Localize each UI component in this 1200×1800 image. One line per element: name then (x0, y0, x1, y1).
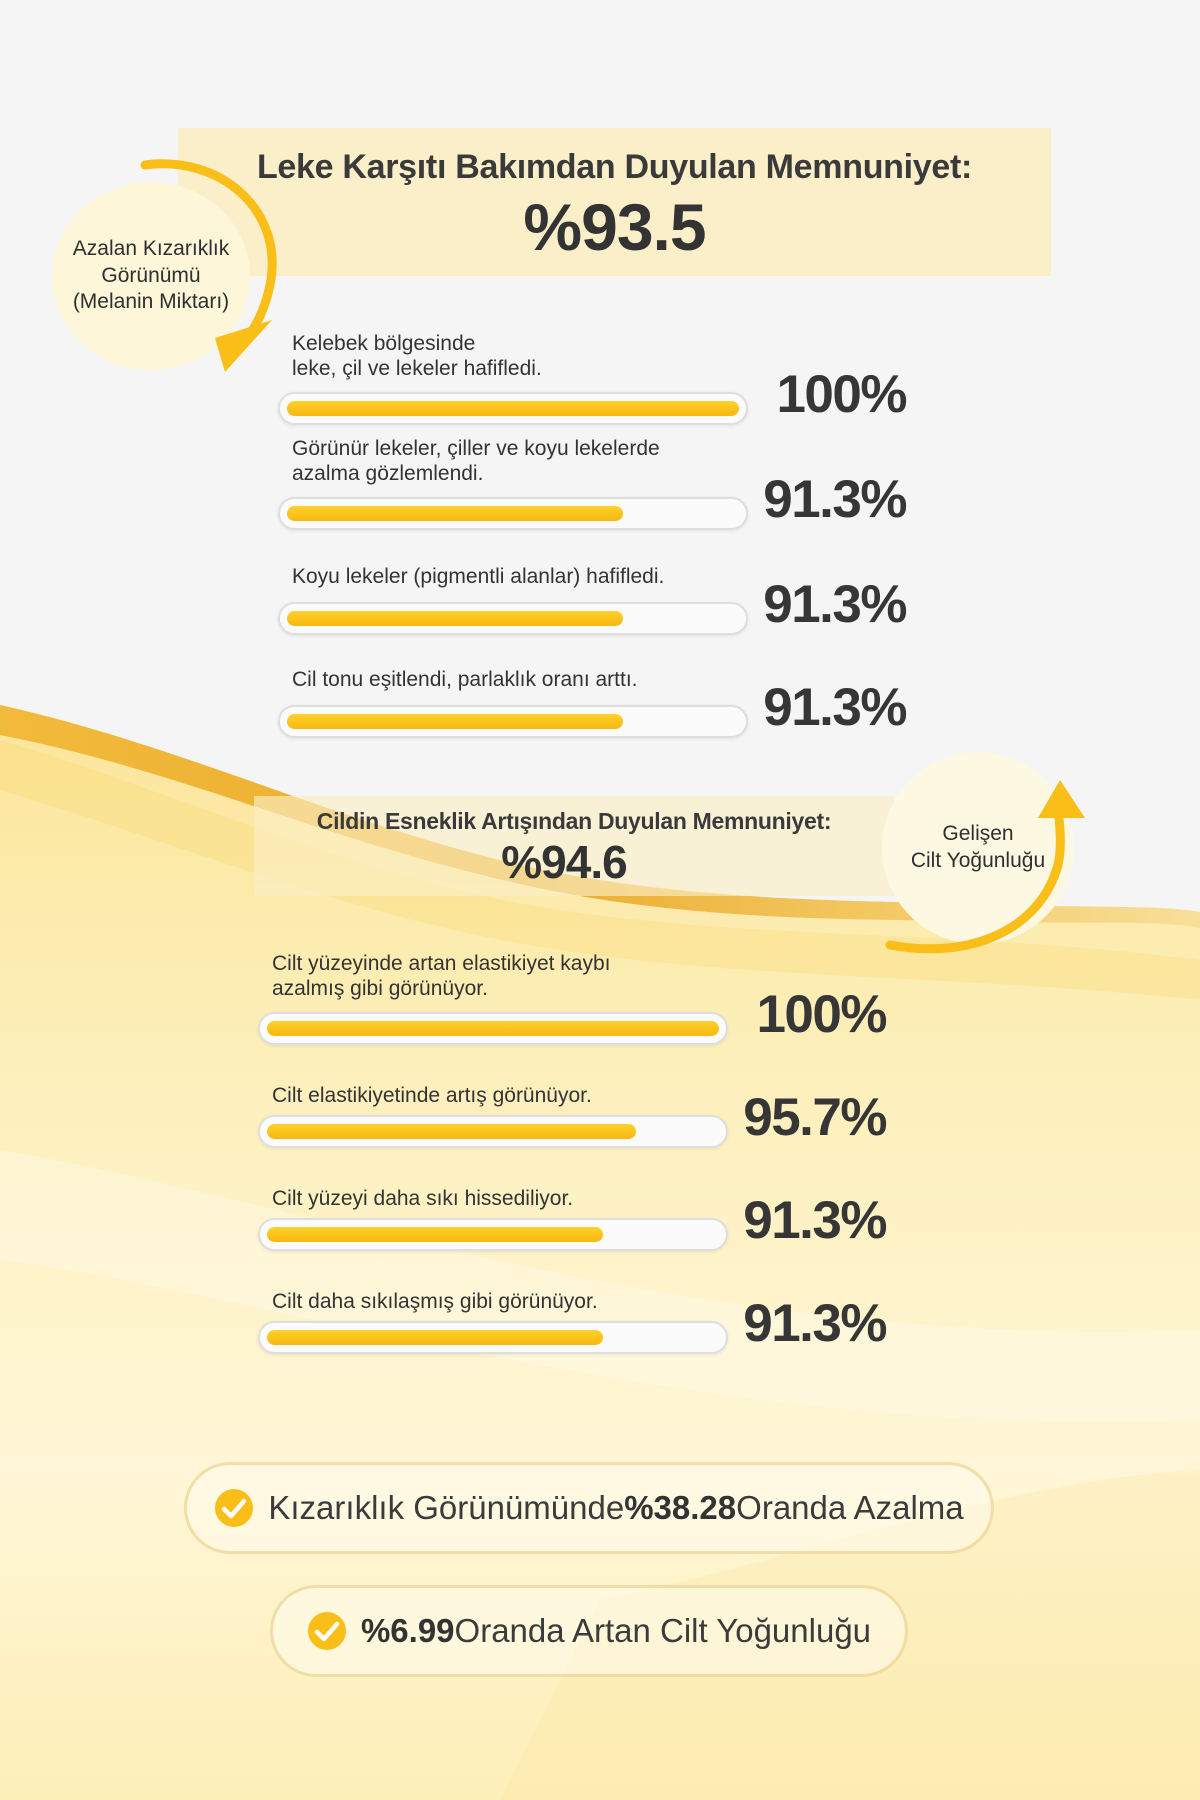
badge-line: (Melanin Miktarı) (72, 290, 230, 314)
metric-label: Cilt daha sıkılaşmış gibi görünüyor. (272, 1290, 598, 1313)
hero-panel-1 (178, 128, 1051, 276)
metric-label: Cilt elastikiyetinde artış görünüyor. (272, 1084, 592, 1107)
progress-bar-fill (267, 1330, 603, 1345)
progress-bar-track (278, 392, 748, 425)
progress-bar-track (278, 705, 748, 738)
progress-bar-fill (267, 1227, 603, 1242)
progress-bar-track (258, 1321, 728, 1354)
metric-value: 100% (756, 985, 886, 1044)
metric-label: Görünür lekeler, çiller ve koyu lekelerde (292, 437, 660, 460)
progress-bar-track (278, 497, 748, 530)
badge-line: Azalan Kızarıklık (72, 236, 230, 260)
metric-value: 91.3% (743, 1191, 886, 1250)
metric-row (278, 562, 978, 642)
metric-value: 91.3% (763, 575, 906, 634)
progress-bar-fill (267, 1021, 719, 1036)
metric-label: azalmış gibi görünüyor. (272, 977, 488, 1000)
result-value: %38.28 (624, 1489, 737, 1526)
metric-value: 91.3% (743, 1294, 886, 1353)
metric-row (278, 665, 978, 745)
metric-row (258, 1178, 958, 1258)
metric-value: 95.7% (743, 1088, 886, 1147)
hero-value-2: %94.6 (501, 836, 627, 888)
metric-label: Kelebek bölgesinde (292, 332, 476, 355)
metric-value: 91.3% (763, 678, 906, 737)
progress-bar-track (258, 1115, 728, 1148)
metric-value: 91.3% (763, 470, 906, 529)
badge-line: Görünümü (101, 263, 201, 287)
metric-row (258, 952, 958, 1052)
hero-panel-2 (254, 796, 894, 896)
metric-row (278, 437, 978, 537)
result-value: %6.99 (360, 1612, 455, 1649)
hero-title-1: Leke Karşıtı Bakımdan Duyulan Memnuniyet: (256, 148, 973, 186)
badge-line: Gelişen (942, 822, 1014, 846)
progress-bar-track (258, 1218, 728, 1251)
metric-label: Cilt yüzeyinde artan elastikiyet kaybı (272, 952, 611, 975)
curved-arrow-up-icon (880, 780, 1110, 960)
metric-row (258, 1075, 958, 1155)
metric-label: Koyu lekeler (pigmentli alanlar) hafifledi. (292, 565, 665, 588)
result-pill-density (270, 1585, 908, 1677)
progress-bar-track (278, 602, 748, 635)
curved-arrow-down-icon (50, 150, 290, 380)
check-circle-icon (214, 1488, 254, 1528)
hero-value-1: %93.5 (523, 190, 706, 264)
progress-bar-fill (287, 611, 623, 626)
metric-row (258, 1281, 958, 1361)
badge-line: Cilt Yoğunluğu (910, 849, 1046, 872)
progress-bar-fill (287, 714, 623, 729)
metric-label: Cil tonu eşitlendi, parlaklık oranı arttı. (292, 668, 638, 691)
progress-bar-track (258, 1012, 728, 1045)
metric-label: leke, çil ve lekeler hafifledi. (292, 357, 542, 380)
metric-label: Cilt yüzeyi daha sıkı hissediliyor. (272, 1187, 574, 1210)
check-circle-icon (307, 1611, 347, 1651)
result-text-after: Oranda Azalma (736, 1489, 964, 1526)
metric-row (278, 332, 978, 432)
result-text-before: Kızarıklık Görünümünde (268, 1489, 625, 1526)
result-text-after: Oranda Artan Cilt Yoğunluğu (454, 1612, 872, 1649)
metric-label: azalma gözlemlendi. (292, 462, 484, 485)
progress-bar-fill (267, 1124, 636, 1139)
hero-title-2: Cildin Esneklik Artışından Duyulan Memnuniyet: (316, 808, 832, 834)
result-pill-redness (184, 1462, 994, 1554)
metric-value: 100% (776, 365, 906, 424)
progress-bar-fill (287, 401, 739, 416)
progress-bar-fill (287, 506, 623, 521)
